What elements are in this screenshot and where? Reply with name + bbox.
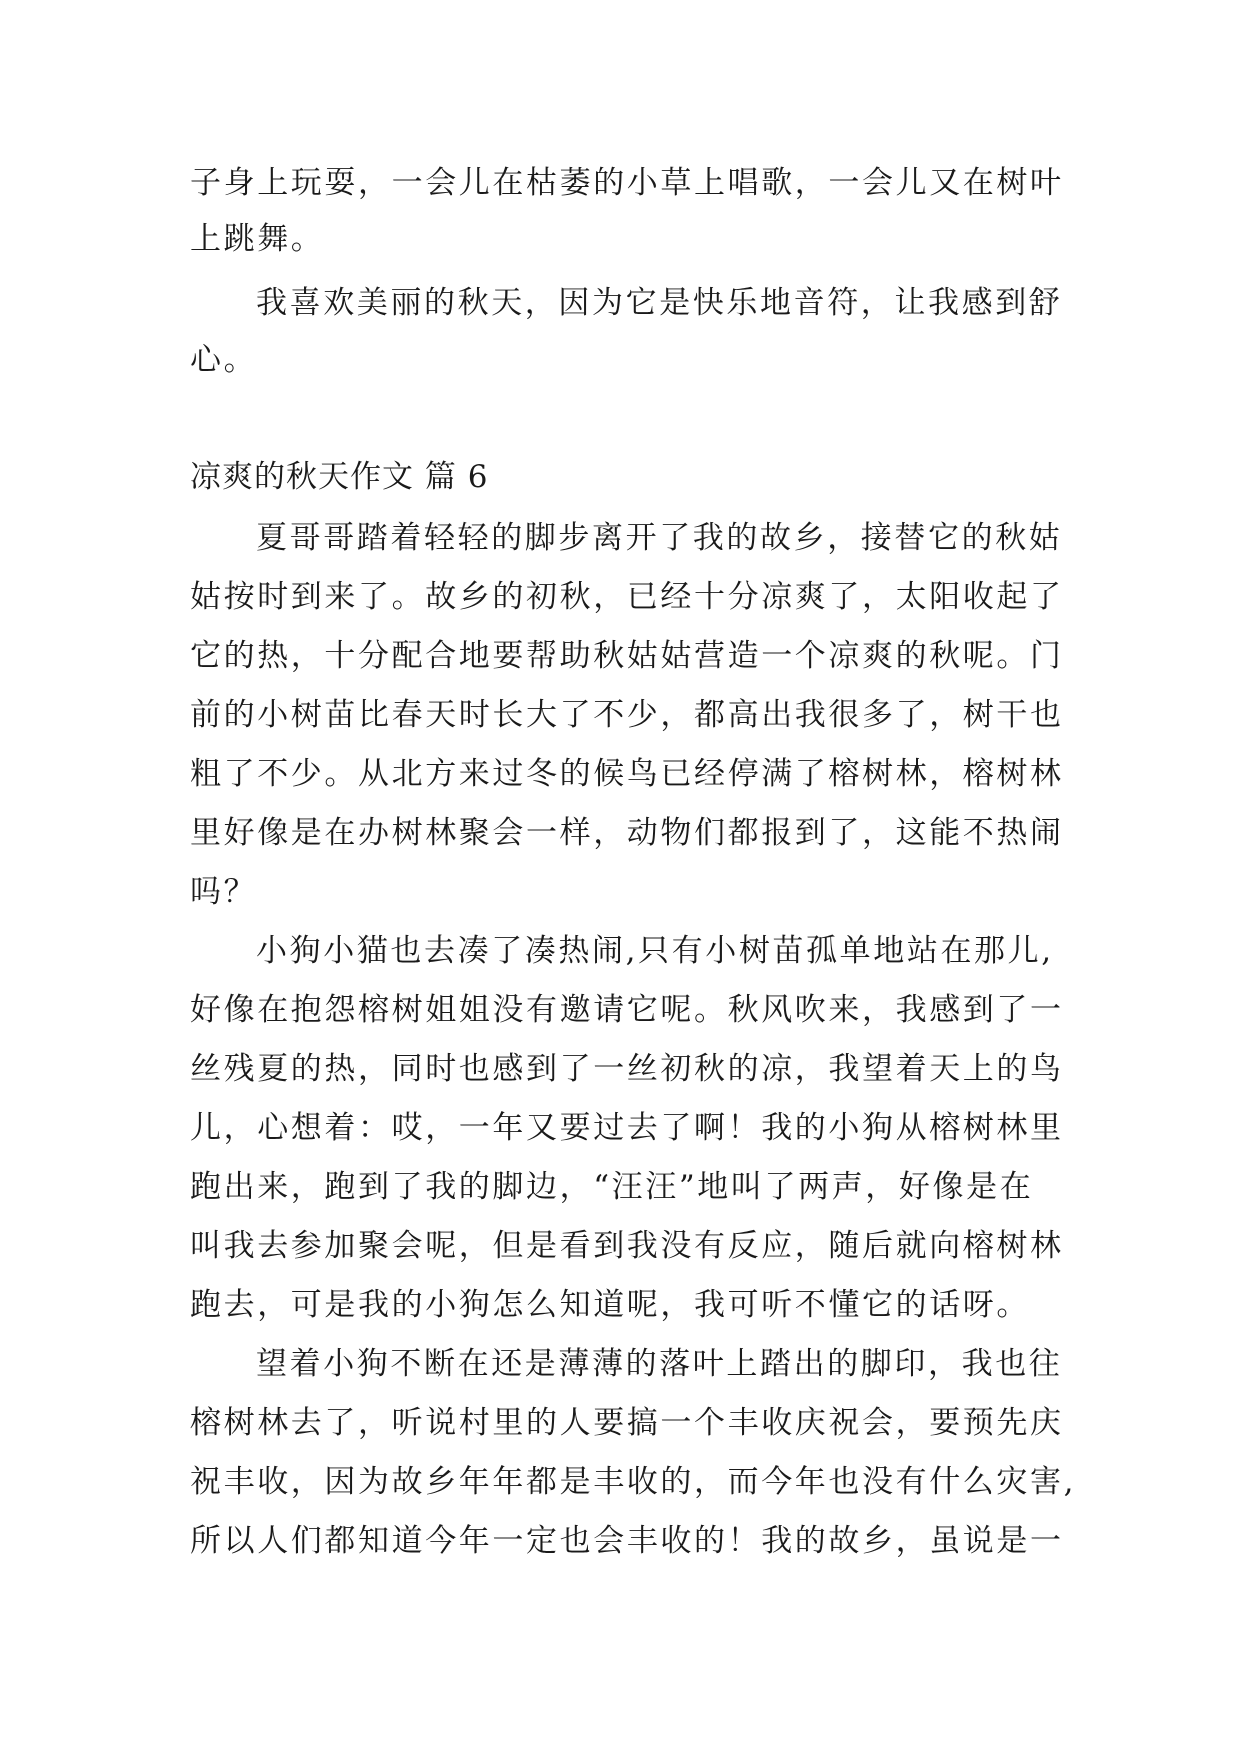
paragraph-first-line: 夏哥哥踏着轻轻的脚步离开了我的故乡，接替它的秋姑 [256,520,1063,556]
paragraph-first-line: 小狗小猫也去凑了凑热闹,只有小树苗孤单地站在那儿, [256,933,1054,969]
text-line: 丝残夏的热，同时也感到了一丝初秋的凉，我望着天上的鸟 [190,1051,1064,1087]
text-line: 上跳舞。 [190,221,325,257]
text-line: 子身上玩耍，一会儿在枯萎的小草上唱歌，一会儿又在树叶 [190,165,1064,201]
text-line: 里好像是在办树林聚会一样，动物们都报到了，这能不热闹 [190,815,1064,851]
text-line: 好像在抱怨榕树姐姐没有邀请它呢。秋风吹来，我感到了一 [190,992,1064,1028]
text-line: 跑出来，跑到了我的脚边，“汪汪”地叫了两声，好像是在 [190,1169,1034,1205]
text-line: 姑按时到来了。故乡的初秋，已经十分凉爽了，太阳收起了 [190,579,1064,615]
paragraph-first-line: 望着小狗不断在还是薄薄的落叶上踏出的脚印，我也往 [256,1346,1063,1382]
text-line: 所以人们都知道今年一定也会丰收的！我的故乡，虽说是一 [190,1523,1064,1559]
paragraph-first-line: 我喜欢美丽的秋天，因为它是快乐地音符，让我感到舒 [256,285,1063,321]
text-line: 它的热，十分配合地要帮助秋姑姑营造一个凉爽的秋呢。门 [190,638,1064,674]
text-line: 粗了不少。从北方来过冬的候鸟已经停满了榕树林，榕树林 [190,756,1064,792]
text-line: 榕树林去了，听说村里的人要搞一个丰收庆祝会，要预先庆 [190,1405,1064,1441]
text-line: 叫我去参加聚会呢，但是看到我没有反应，随后就向榕树林 [190,1228,1064,1264]
text-line: 跑去，可是我的小狗怎么知道呢，我可听不懂它的话呀。 [190,1287,1030,1323]
text-line: 儿，心想着：哎，一年又要过去了啊！我的小狗从榕树林里 [190,1110,1064,1146]
text-line: 祝丰收，因为故乡年年都是丰收的，而今年也没有什么灾害, [190,1464,1077,1500]
section-heading: 凉爽的秋天作文 篇 6 [190,459,489,495]
text-line: 心。 [190,342,258,378]
text-line: 吗？ [190,874,258,910]
text-line: 前的小树苗比春天时长大了不少，都高出我很多了，树干也 [190,697,1064,733]
